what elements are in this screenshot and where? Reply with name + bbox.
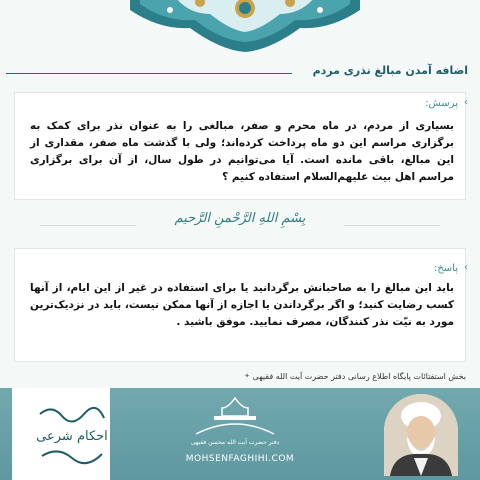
portrait-image [384, 394, 458, 476]
footer-calligraphy-box [12, 388, 110, 480]
website-url[interactable]: MOHSENFAGHIHI.COM [185, 454, 295, 464]
seal-icon: ✦ [244, 372, 250, 380]
office-logo-icon [190, 394, 280, 454]
title-divider [6, 73, 292, 74]
top-ornament [130, 0, 360, 52]
question-label: پرسش: [425, 98, 458, 109]
question-text: بسیاری از مردم، در ماه محرم و صفر، مبالغی را به عنوان نذر برای کمک به برگزاری مراسم این دو ماه پرداخت کرده‌اند؛ ولی با گذشت ماه صفر، مقداری از این مبالغ، باقی مانده است. آیا می‌توانیم در طول سال، از آن برای برگزاری مراسم اهل بیت علیهم‌السلام استفاده کنیم ؟ [30, 120, 454, 183]
title-bar [0, 64, 480, 84]
page-title: اضافه آمدن مبالغ نذری مردم [312, 64, 468, 77]
credit-text: بخش استفتائات پایگاه اطلاع رسانی دفتر حضرت آیت الله فقیهی [252, 372, 466, 381]
answer-label: پاسخ: [433, 263, 458, 274]
bismillah-divider-left [40, 225, 136, 226]
calligraphy-text: احکام شرعی [36, 429, 108, 444]
chevron-left-icon: ‹ [464, 97, 468, 108]
source-credit [229, 372, 466, 381]
bismillah-divider-right [344, 225, 440, 226]
answer-text: باید این مبالغ را به صاحبانش برگردانید یا برای استفاده در غیر از این ایام، از آنها کسب رضایت کنید؛ و اگر برگرداندن یا اجازه از آنها ممکن نیست، باید در نزدیک‌ترین مورد به نیّت نذر کنندگان، مصرف نمایید. موفق باشید . [30, 282, 454, 328]
office-logo-text: دفتر حضرت آیت الله محسن فقیهی [190, 439, 280, 446]
chevron-left-icon: ‹ [464, 262, 468, 273]
calligraphy-logo-icon [32, 394, 112, 474]
footer [0, 388, 480, 480]
bismillah: بِسْمِ اللهِ الرَّحْمنِ الرَّحیم [174, 211, 306, 226]
